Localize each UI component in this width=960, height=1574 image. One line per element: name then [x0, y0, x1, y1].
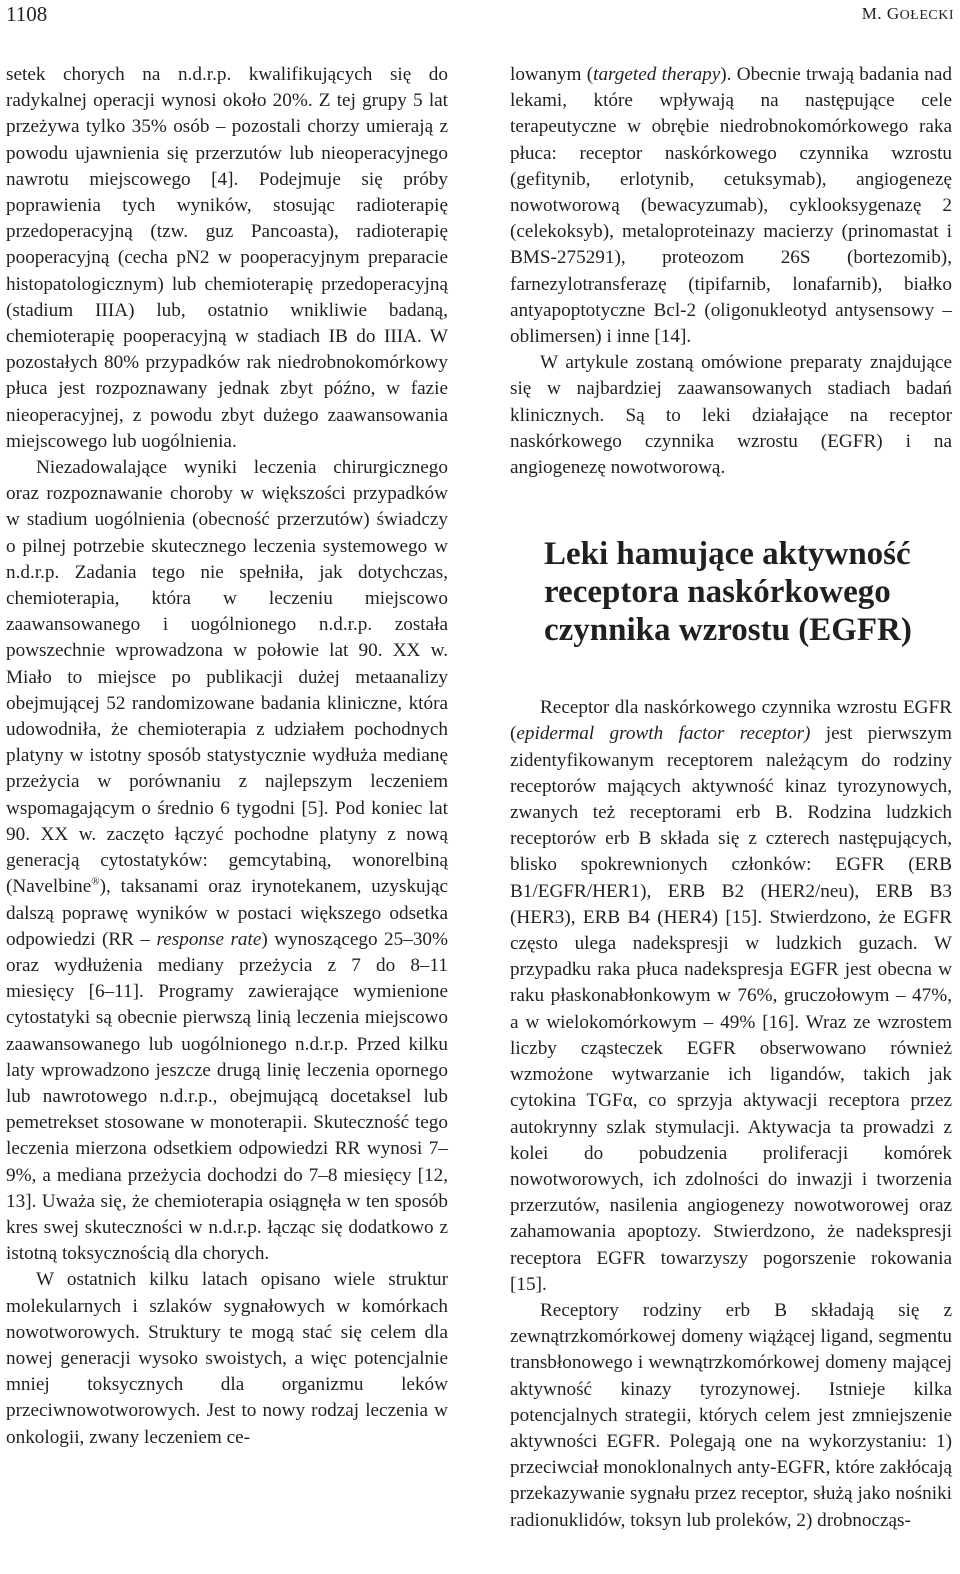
running-head-author: [862, 4, 954, 24]
page-number: 1108: [6, 2, 48, 26]
chemotherapy-text-a: Niezadowalające wyniki leczenia chirurgicznego oraz rozpoznawanie choroby w większości przypadków w stadium uogólnienia (obecność przerzutów) świadczy o pilnej potrzebie skutecznego leczenia systemowego w n.d.r.p. Zadania tego nie spełniła, jak dotychczas, chemioterapia, która w leczeniu miejscowo zaawansowanego i uogólnionego n.d.r.p. została powszechnie wprowadzona w połowie lat 90. XX w. Miało to miejsce po publikacji dużej metaanalizy obejmującej 52 randomizowane badania kliniczne, która udowodniła, że chemioterapia z udziałem pochodnych platyny w istotny sposób statystycznie wydłuża medianę przeżycia w porównaniu z najlepszym leczeniem wspomagającym o średnio 6 tygodni [5]. Pod koniec lat 90. XX w. zaczęto łączyć pochodne platyny z nową generacją cytostatyków: gemcytabiną, wonorelbiną (Navelbine: [6, 457, 448, 898]
egfr-text-a: Receptor dla naskórkowego czynnika wzrostu EGFR (: [510, 697, 952, 745]
paragraph-article-scope: W artykule zostaną omówione preparaty znajdujące się w najbardziej zaawansowanych stadiach badań klinicznych. Są to leki działające na receptor naskórkowego czynnika wzrostu (EGFR) i na angiogenezę nowotworową.: [510, 352, 952, 479]
paragraph-egfr-receptor: [510, 695, 952, 1298]
author-surname-smallcaps: OŁECKI: [899, 8, 954, 23]
section-heading-egfr: Leki hamujące aktywność receptora naskórkowego czynnika wzrostu (EGFR): [544, 536, 912, 649]
paragraph-erb-family: Receptory rodziny erb B składają się z zewnątrzkomórkowej domeny wiążącej ligand, segmentu transbłonowego i wewnątrzkomórkowej domeny mającej aktywność kinazy tyrozynowej. Istnieje kilka potencjalnych strategii, których celem jest zmniejszenie aktywności EGFR. Polegają one na wykorzystaniu: 1) przeciwciał monoklonalnych anty-EGFR, które zakłócają przekazywanie sygnału przez receptor, służą jako nośniki radionuklidów, toksyn lub proleków, 2) drobnocząs-: [510, 1299, 952, 1531]
paragraph-targeted-therapy: [510, 62, 952, 350]
chemotherapy-text-b: ), taksanami oraz irynotekanem, uzyskując dalszą poprawę wyników w postaci większego odsetka odpowiedzi (RR –: [6, 876, 448, 950]
chemotherapy-text-c: ) wynoszącego 25–30% oraz wydłużenia mediany przeżycia z 7 do 8–11 miesięcy [6–11]. Programy zawierające wymienione cytostatyki są obecnie pierwszą linią leczenia miejscowo zaawansowanego lub uogólnionego n.d.r.p. Przed kilku laty wprowadzono jeszcze drugą linię leczenia opornego lub nawrotowego n.d.r.p., obejmującą docetaksel lub pemetrekset stosowane w monoterapii. Skuteczność tego leczenia mierzona odsetkiem odpowiedzi RR wynosi 7–9%, a mediana przeżycia dochodzi do 7–8 miesięcy [12, 13]. Uważa się, że chemioterapia osiągnęła w ten sposób kres swej skuteczności w n.d.r.p. łącząc się dodatkowo z istotną toksycznością dla chorych.: [6, 928, 448, 1265]
paragraph-molecular-targets: W ostatnich kilku latach opisano wiele struktur molekularnych i szlaków sygnałowych w komórkach nowotworowych. Struktury te mogą stać się celem dla nowej generacji wysoko swoistych, a więc potencjalnie mniej toksycznych dla organizmu leków przeciwnowotworowych. Jest to nowy rodzaj leczenia w onkologii, zwany leczeniem ce-: [6, 1269, 448, 1448]
author-initial: M. G: [861, 4, 900, 23]
running-header: [0, 0, 960, 30]
targeted-therapy-term: targeted therapy: [593, 64, 721, 85]
paragraph-chemotherapy: [6, 455, 448, 1267]
response-rate-term: response rate: [156, 928, 262, 950]
paragraph-intro-surgery: setek chorych na n.d.r.p. kwalifikujących się do radykalnej operacji wynosi około 20%. Z tej grupy 5 lat przeżywa tylko 35% osób – pozostali chorzy umierają z powodu ujawnienia się przerzutów lub nieoperacyjnego nawrotu miejscowego [4]. Podejmuje się próby poprawienia tych wyników, stosując radioterapię przedoperacyjną (tzw. guz Pancoasta), radioterapię pooperacyjną (cecha pN2 w pooperacyjnym preparacie histopatologicznym) lub chemioterapię przedoperacyjną (stadium IIIA) lub, ostatnio wnikliwie badaną, chemioterapię pooperacyjną w stadiach IB do IIIA. W pozostałych 80% przypadków rak niedrobnokomórkowy płuca jest rozpoznawany jednak zbyt późno, w fazie nieoperacyjnej, z powodu zbyt dużego zaawansowania miejscowego lub uogólnienia.: [6, 64, 448, 452]
registered-mark: ®: [91, 875, 100, 888]
egfr-term: epidermal growth factor receptor): [516, 723, 811, 745]
egfr-text-b: jest pierwszym zidentyfikowanym receptorem należącym do rodziny receptorów mających aktywność kinaz tyrozynowych, zwanych też receptorami erb B. Rodzina ludzkich receptorów erb B składa się z czterech następujących, blisko spokrewnionych członków: EGFR (ERB B1/EGFR/HER1), ERB B2 (HER2/neu), ERB B3 (HER3), ERB B4 (HER4) [15]. Stwierdzono, że EGFR często ulega nadekspresji w ludzkich guzach. W przypadku raka płuca nadekspresja EGFR jest obecna w raku płaskonabłonkowym w 76%, gruczołowym – 47%, a w wielokomórkowym – 49% [16]. Wraz ze wzrostem liczby cząsteczek EGFR obserwowano również wzmożone wytwarzanie ich ligandów, takich jak cytokina TGFα, co sprzyja aktywacji receptora przez autokrynny szlak stymulacji. Aktywacja ta prowadzi z kolei do pobudzenia proliferacji komórek nowotworowych, ich zdolności do inwazji i tworzenia przerzutów, nasilenia angiogenezy nowotworowej oraz zahamowania apoptozy. Stwierdzono, że nadekspresji receptora EGFR towarzyszy pogorszenie rokowania [15].: [510, 723, 952, 1295]
right-column: [510, 62, 952, 1534]
left-column: [6, 62, 448, 1451]
targeted-text-b: ). Obecnie trwają badania nad lekami, które wpływają na następujące cele terapeutyczne w obrębie niedrobnokomórkowego raka płuca: receptor naskórkowego czynnika wzrostu (gefitynib, erlotynib, cetuksymab), angiogenezę nowotworową (bewacyzumab), cyklooksygenazę 2 (celekoksyb), metaloproteinazy macierzy (prinomastat i BMS-275291), proteozom 26S (bortezomib), farnezylotransferazę (tipifarnib, lonafarnib), białko antyapoptotyczne Bcl-2 (oligonukleotyd antysensowy – oblimersen) i inne [14].: [510, 64, 952, 348]
targeted-text-a: lowanym (: [510, 64, 594, 85]
